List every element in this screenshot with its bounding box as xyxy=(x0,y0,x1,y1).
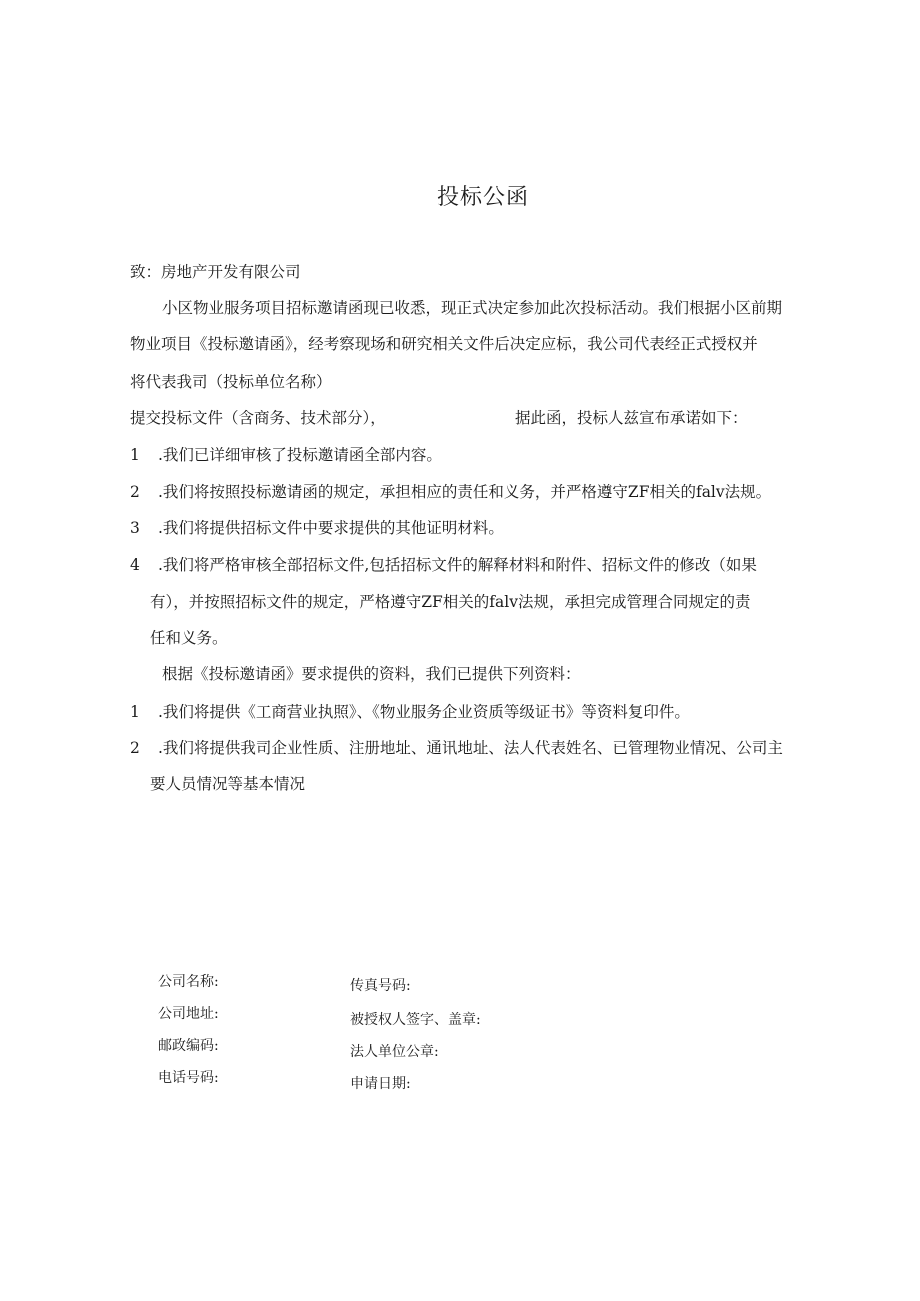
commitment-number: 3 xyxy=(130,519,140,537)
material-number: 2 xyxy=(130,739,140,757)
legal-seal-label: 法人单位公章: xyxy=(350,1044,439,1060)
fax-label: 传真号码: xyxy=(350,978,411,994)
intro-line-4 xyxy=(130,408,386,428)
intro-line-3: 将代表我司（投标单位名称） xyxy=(130,373,332,391)
salutation: 致：房地产开发有限公司 xyxy=(130,263,301,281)
materials-intro: 根据《投标邀请函》要求提供的资料，我们已提供下列资料： xyxy=(162,665,581,683)
apply-date-label: 申请日期: xyxy=(350,1076,411,1092)
commitment-number: 1 xyxy=(130,446,140,464)
material-text: .我们将提供《工商营业执照》、《物业服务企业资质等级证书》等资料复印件。 xyxy=(158,703,690,721)
company-address-label: 公司地址: xyxy=(158,1006,219,1022)
phone-label: 电话号码: xyxy=(158,1070,219,1086)
intro-line-1: 小区物业服务项目招标邀请函现已收悉，现正式决定参加此次投标活动。我们根据小区前期 xyxy=(162,299,783,317)
commitment-item xyxy=(130,482,771,502)
authorized-signature-label: 被授权人签字、盖章: xyxy=(350,1012,481,1028)
intro-line-4-left: 提交投标文件（含商务、技术部分）， xyxy=(130,409,386,427)
commitment-number: 4 xyxy=(130,556,140,574)
commitment-text: .我们已详细审核了投标邀请函全部内容。 xyxy=(158,446,442,464)
intro-line-4-right: 据此函，投标人兹宣布承诺如下： xyxy=(515,409,748,427)
commitment-item xyxy=(130,518,504,538)
material-continuation: 要人员情况等基本情况 xyxy=(150,775,306,793)
intro-line-2: 物业项目《投标邀请函》，经考察现场和研究相关文件后决定应标，我公司代表经正式授权并 xyxy=(130,335,758,353)
material-item xyxy=(130,702,690,722)
commitment-number: 2 xyxy=(130,483,140,501)
commitment-item xyxy=(130,445,442,465)
document-title: 投标公函 xyxy=(436,185,529,210)
commitment-continuation: 任和义务。 xyxy=(150,629,228,647)
material-item xyxy=(130,738,783,758)
material-text: .我们将提供我司企业性质、注册地址、通讯地址、法人代表姓名、已管理物业情况、公司主 xyxy=(158,739,783,757)
commitment-continuation: 有），并按照招标文件的规定，严格遵守ZF相关的falv法规，承担完成管理合同规定的责 xyxy=(150,593,751,611)
material-number: 1 xyxy=(130,703,140,721)
commitment-text: .我们将按照投标邀请函的规定，承担相应的责任和义务，并严格遵守ZF相关的falv法规。 xyxy=(158,483,772,501)
commitment-text: .我们将提供招标文件中要求提供的其他证明材料。 xyxy=(158,519,504,537)
commitment-text: .我们将严格审核全部招标文件,包括招标文件的解释材料和附件、招标文件的修改（如果 xyxy=(158,556,757,574)
postal-code-label: 邮政编码: xyxy=(158,1038,219,1054)
commitment-item xyxy=(130,555,757,575)
company-name-label: 公司名称: xyxy=(158,974,219,990)
